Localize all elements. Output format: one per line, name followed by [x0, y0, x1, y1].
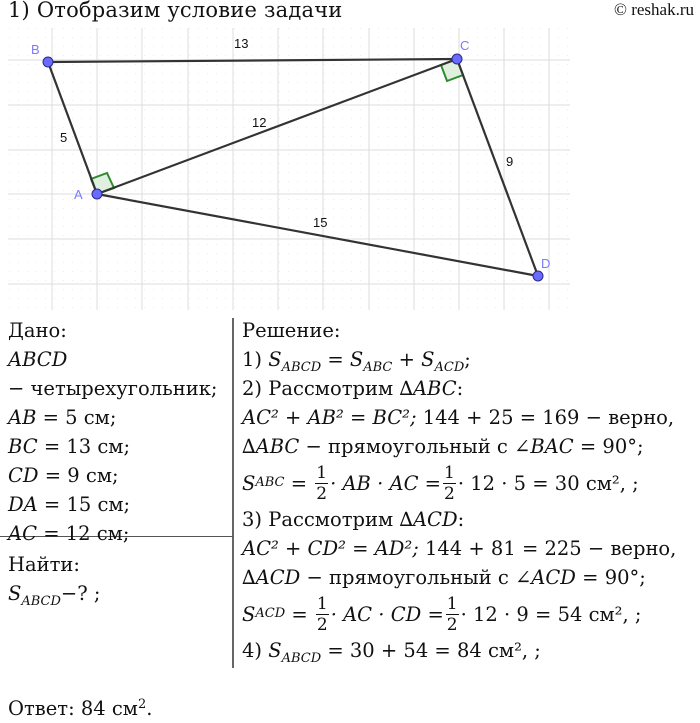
given-heading: Дано: — [8, 319, 67, 342]
section-title: 1) Отобразим условие задачи — [8, 0, 343, 22]
copyright-watermark: © reshak.ru — [614, 0, 694, 19]
given-item-bc: BC = 13 см; — [8, 435, 131, 458]
solution-heading: Решение: — [242, 319, 341, 342]
answer-line: Ответ: 84 $см^2$. — [8, 697, 153, 720]
point-b — [43, 57, 53, 67]
label-ad: 15 — [313, 215, 328, 230]
solution-step-3: 3) Рассмотрим ∆ACD: — [242, 508, 465, 531]
answer-label: Ответ: — [8, 697, 75, 720]
label-ab: 5 — [60, 130, 68, 145]
label-cd: 9 — [506, 154, 514, 169]
point-label-c: C — [460, 38, 470, 53]
solution-section — [242, 316, 676, 665]
column-divider — [232, 318, 234, 668]
find-heading: Найти: — [8, 553, 80, 576]
quadrilateral-figure — [0, 28, 580, 313]
conclusion-acd: ∆ACD − прямоугольный с ∠ACD = 90°; — [242, 566, 646, 589]
given-section — [8, 316, 217, 608]
solution-step-2: 2) Рассмотрим ∆ABC: — [242, 377, 464, 400]
point-label-b: B — [31, 42, 40, 57]
answer-value: 84 см — [74, 697, 138, 720]
point-d — [533, 271, 543, 281]
label-ac: 12 — [252, 115, 267, 130]
pythagoras-check-abc: AC² + AB² = BC²; 144 + 25 = 169 − верно, — [242, 406, 675, 429]
given-item-ab: AB = 5 см; — [8, 406, 117, 429]
pythagoras-check-acd: AC² + CD² = AD²; 144 + 81 = 225 − верно, — [242, 537, 677, 560]
grid — [8, 28, 570, 310]
figure-name: ABCD — [8, 348, 68, 371]
given-item-ac: AC = 12 см; — [8, 522, 130, 545]
solution-step-1: 1) $S_{ABCD} = S_{ABC} + S_{ACD}$; — [242, 348, 471, 375]
label-bc: 13 — [234, 36, 249, 51]
point-a — [92, 189, 102, 199]
given-item-cd: CD = 9 см; — [8, 464, 119, 487]
figure-type: − четырехугольник; — [8, 377, 218, 400]
conclusion-abc: ∆ABC − прямоугольный с ∠BAC = 90°; — [242, 435, 644, 458]
point-label-a: A — [74, 187, 83, 202]
area-abc: S ABC = $\frac{1}{2}$ · AB · AC = $\frac{1}{2}$ · 12 · 5 = 30 см², ; — [242, 462, 639, 504]
solution-step-4: 4) $S_{ABCD} = 30 + 54 = 84$ см², ; — [242, 639, 541, 666]
find-target: $S_{ABCD}-$? ; — [8, 582, 101, 609]
area-acd: S ACD = $\frac{1}{2}$ · AC · CD = $\frac{1}{2}$ · 12 · 9 = 54 см², ; — [242, 593, 642, 635]
given-item-da: DA = 15 см; — [8, 493, 131, 516]
fraction-half: $\frac{1}{2}$ — [316, 593, 328, 635]
fraction-half: $\frac{1}{2}$ — [446, 593, 458, 635]
point-label-d: D — [541, 256, 551, 271]
fraction-half: $\frac{1}{2}$ — [444, 462, 455, 504]
fraction-half: $\frac{1}{2}$ — [316, 462, 328, 504]
point-c — [452, 54, 462, 64]
